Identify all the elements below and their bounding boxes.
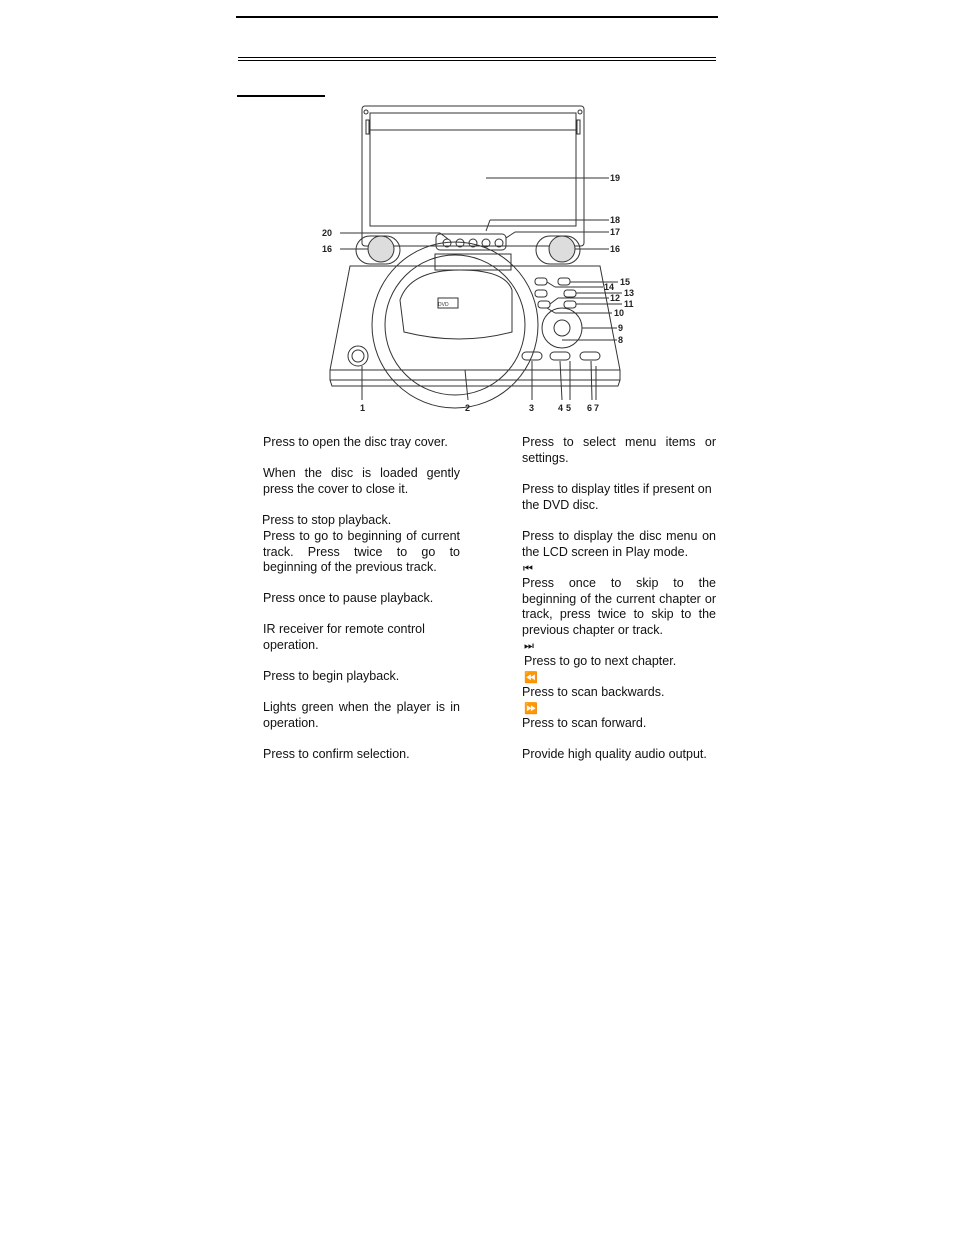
desc-fast-forward: Press to scan forward. bbox=[522, 716, 647, 730]
callout-6: 6 bbox=[587, 403, 593, 413]
callout-19: 19 bbox=[610, 173, 621, 183]
callout-14: 14 bbox=[604, 282, 615, 292]
desc-audio-output: Provide high quality audio output. bbox=[522, 747, 707, 761]
skip-next-icon: ⏭ bbox=[524, 639, 534, 652]
callout-16-left: 16 bbox=[322, 244, 333, 254]
callout-13: 13 bbox=[624, 288, 635, 298]
callout-20: 20 bbox=[322, 228, 333, 238]
callout-16-right: 16 bbox=[610, 244, 621, 254]
desc-prev-track: Press to go to beginning of current track. Press twice to go to beginning of the previous track. bbox=[263, 529, 460, 575]
callout-8: 8 bbox=[618, 335, 624, 345]
callout-2: 2 bbox=[465, 403, 471, 413]
desc-ir-receiver: IR receiver for remote control operation. bbox=[263, 622, 425, 652]
callout-5: 5 bbox=[566, 403, 572, 413]
callout-1: 1 bbox=[360, 403, 366, 413]
callout-17: 17 bbox=[610, 227, 621, 237]
desc-enter: Press to confirm selection. bbox=[263, 747, 410, 761]
header-rule-double-2 bbox=[238, 60, 716, 61]
section-heading-underline bbox=[237, 95, 325, 97]
rewind-icon: ⏪ bbox=[524, 671, 538, 684]
callout-15: 15 bbox=[620, 277, 631, 287]
header-rule-double-1 bbox=[238, 57, 716, 58]
callout-11: 11 bbox=[624, 299, 634, 309]
callout-3: 3 bbox=[529, 403, 535, 413]
dvd-logo: DVD bbox=[438, 302, 449, 308]
callout-12: 12 bbox=[610, 293, 621, 303]
desc-navigate: Press to select menu items or settings. bbox=[522, 435, 716, 465]
callout-4: 4 bbox=[558, 403, 564, 413]
fast-forward-icon: ⏩ bbox=[524, 702, 538, 715]
desc-skip-next: Press to go to next chapter. bbox=[524, 654, 677, 668]
callout-10: 10 bbox=[614, 308, 625, 318]
desc-power-led: Lights green when the player is in operation. bbox=[263, 700, 460, 730]
desc-pause: Press once to pause playback. bbox=[263, 591, 434, 605]
desc-rewind: Press to scan backwards. bbox=[522, 685, 665, 699]
skip-previous-icon: ⏮ bbox=[523, 562, 533, 575]
desc-disc-cover: When the disc is loaded gently press the cover to close it. bbox=[263, 466, 460, 496]
callout-18: 18 bbox=[610, 215, 621, 225]
desc-play: Press to begin playback. bbox=[263, 669, 400, 683]
desc-title: Press to display titles if present on the DVD disc. bbox=[522, 482, 712, 512]
desc-menu: Press to display the disc menu on the LCD screen in Play mode. bbox=[522, 529, 716, 559]
dvd-player-diagram bbox=[300, 100, 650, 418]
callout-7: 7 bbox=[594, 403, 600, 413]
desc-skip-previous: Press once to skip to the beginning of the current chapter or track, press twice to skip to the previous chapter or track. bbox=[522, 576, 716, 637]
desc-open-tray: Press to open the disc tray cover. bbox=[263, 435, 448, 449]
header-rule-top bbox=[236, 16, 718, 18]
callout-9: 9 bbox=[618, 323, 624, 333]
desc-stop: Press to stop playback. bbox=[262, 513, 392, 527]
